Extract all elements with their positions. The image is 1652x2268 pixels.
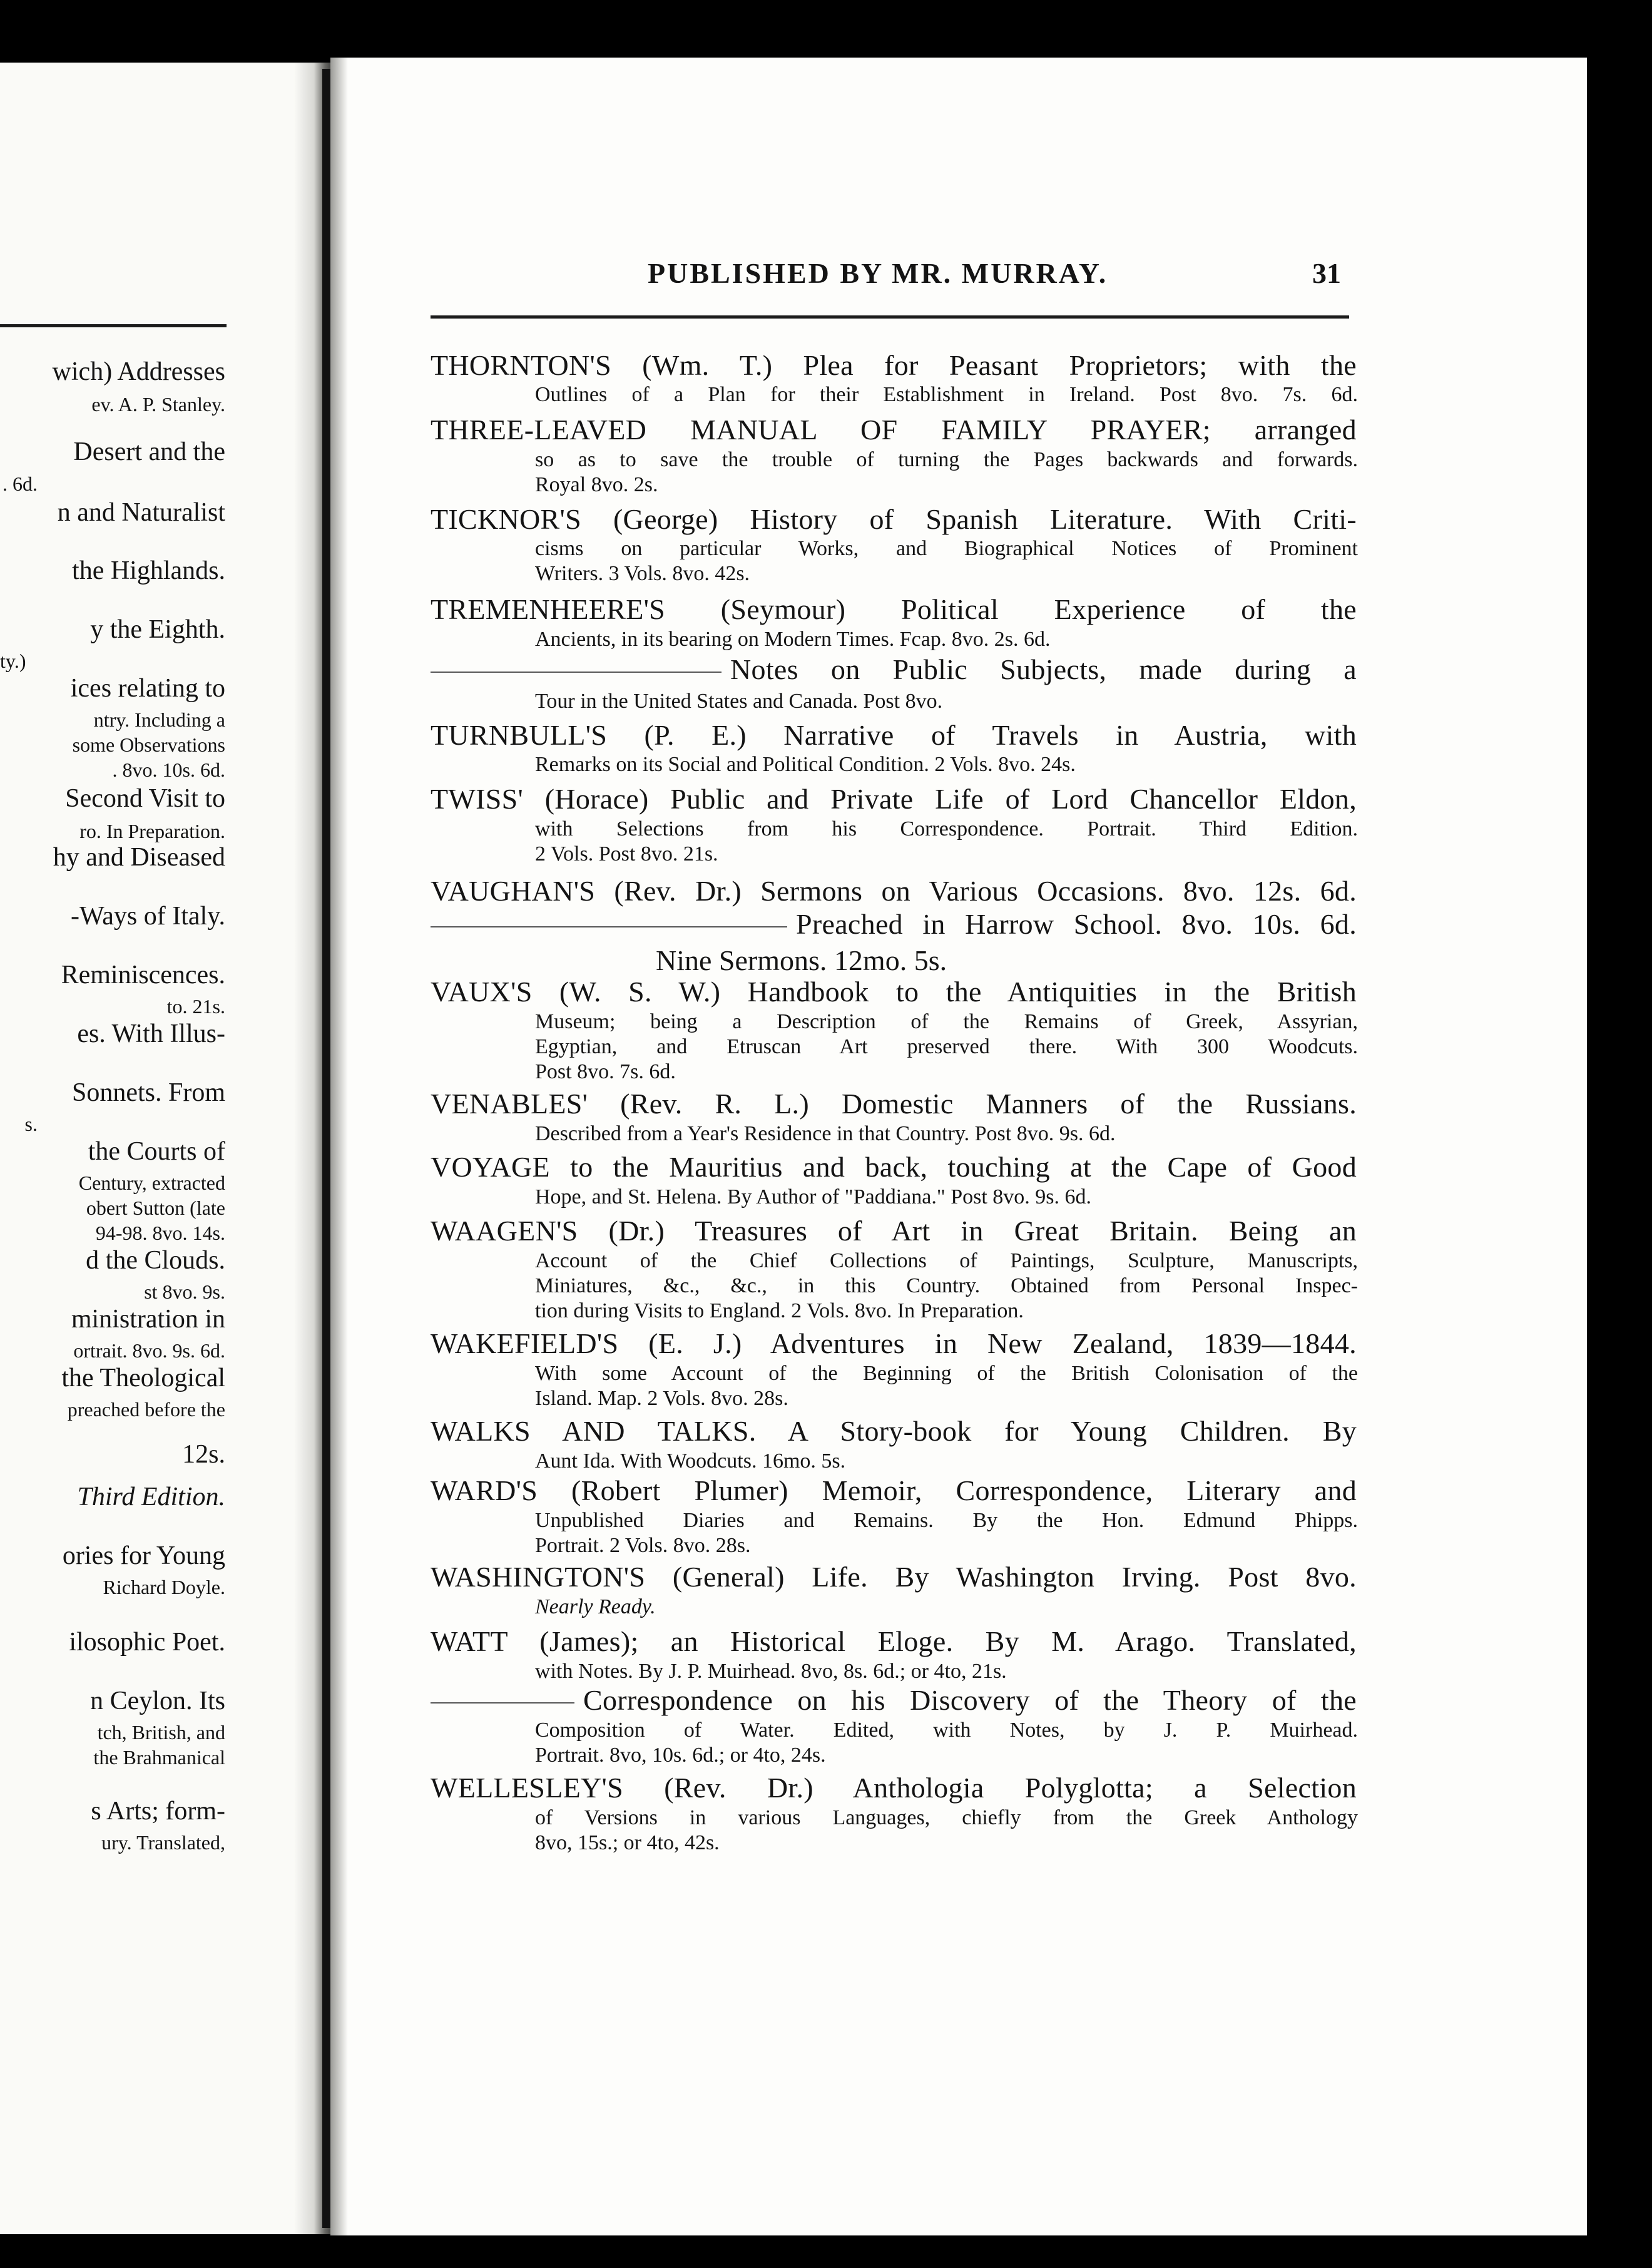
- entry-detail-line: With some Account of the Beginning of the British Colonisation of the: [535, 1362, 1358, 1385]
- entry-vaughan-title: VAUGHAN'S (Rev. Dr.) Sermons on Various Occasions. 8vo. 12s. 6d.: [431, 875, 1357, 907]
- left-line: wich) Addresses: [52, 357, 225, 386]
- entry-twiss-title: TWISS' (Horace) Public and Private Life of Lord Chancellor Eldon,: [431, 783, 1357, 815]
- left-line: 12s.: [182, 1440, 225, 1469]
- left-line: d the Clouds.: [86, 1246, 225, 1275]
- entry-sub-title: Notes on Public Subjects, made during a: [730, 653, 1357, 685]
- entry-three-leaved-title: THREE-LEAVED MANUAL OF FAMILY PRAYER; arranged: [431, 414, 1357, 446]
- entry-detail-line: Miniatures, &c., &c., in this Country. Obtained from Personal Inspec-: [535, 1274, 1358, 1297]
- left-line: ories for Young: [62, 1541, 225, 1570]
- left-line: Sonnets. From: [71, 1078, 225, 1107]
- entry-detail-line: Remarks on its Social and Political Condition. 2 Vols. 8vo. 24s.: [535, 753, 1076, 776]
- left-line: . 8vo. 10s. 6d.: [112, 759, 225, 781]
- entry-detail-line: so as to save the trouble of turning the Pages backwards and forwards.: [535, 448, 1358, 471]
- entry-detail-line: 2 Vols. Post 8vo. 21s.: [535, 842, 718, 866]
- entry-watt-title: WATT (James); an Historical Eloge. By M. Arago. Translated,: [431, 1625, 1357, 1657]
- entry-detail-line: Tour in the United States and Canada. Post 8vo.: [535, 690, 943, 713]
- entry-voyage-title: VOYAGE to the Mauritius and back, touching at the Cape of Good: [431, 1151, 1357, 1183]
- entry-detail-line: Ancients, in its bearing on Modern Times. Fcap. 8vo. 2s. 6d.: [535, 628, 1051, 651]
- entry-detail-line: Aunt Ida. With Woodcuts. 16mo. 5s.: [535, 1449, 846, 1473]
- left-line: es. With Illus-: [77, 1019, 225, 1048]
- entry-detail-line: Royal 8vo. 2s.: [535, 473, 658, 496]
- left-line: obert Sutton (late: [86, 1197, 225, 1219]
- entry-sub-title: Preached in Harrow School. 8vo. 10s. 6d.: [796, 908, 1357, 940]
- left-line: ortrait. 8vo. 9s. 6d.: [73, 1339, 225, 1362]
- running-header: PUBLISHED BY MR. MURRAY.: [648, 257, 1108, 289]
- left-line: -Ways of Italy.: [71, 902, 225, 931]
- entry-tremenheere-title: TREMENHEERE'S (Seymour) Political Experience of the: [431, 593, 1357, 625]
- left-line: the Courts of: [88, 1137, 225, 1166]
- ditto-rule: [431, 926, 787, 927]
- left-line: 94-98. 8vo. 14s.: [95, 1222, 225, 1244]
- left-line: Century, extracted: [78, 1172, 225, 1194]
- entry-wakefield-title: WAKEFIELD'S (E. J.) Adventures in New Zealand, 1839—1844.: [431, 1327, 1357, 1359]
- left-line: preached before the: [67, 1398, 225, 1421]
- left-line: hy and Diseased: [53, 843, 225, 872]
- entry-detail-line: Egyptian, and Etruscan Art preserved there. With 300 Woodcuts.: [535, 1035, 1358, 1058]
- entry-walks-title: WALKS AND TALKS. A Story-book for Young Children. By: [431, 1415, 1357, 1447]
- left-line: ty.): [0, 650, 26, 672]
- entry-detail-line: Museum; being a Description of the Remains of Greek, Assyrian,: [535, 1010, 1358, 1033]
- page-number: 31: [1312, 257, 1341, 289]
- left-line: ices relating to: [70, 674, 225, 703]
- entry-detail-line: 8vo, 15s.; or 4to, 42s.: [535, 1831, 720, 1854]
- entry-tremenheere-notes: [431, 653, 1357, 686]
- entry-detail-line: Described from a Year's Residence in that Country. Post 8vo. 9s. 6d.: [535, 1122, 1116, 1145]
- entry-detail-line: with Selections from his Correspondence. Portrait. Third Edition.: [535, 817, 1358, 840]
- left-line: Reminiscences.: [61, 961, 225, 989]
- entry-vaughan-harrow: [431, 907, 1357, 941]
- entry-detail-line: cisms on particular Works, and Biographical Notices of Prominent: [535, 537, 1358, 560]
- left-line: the Brahmanical: [93, 1746, 225, 1769]
- entry-detail-line: Post 8vo. 7s. 6d.: [535, 1060, 676, 1083]
- left-line: some Observations: [72, 733, 225, 756]
- left-line: s Arts; form-: [91, 1797, 225, 1826]
- left-line: Desert and the: [73, 437, 225, 466]
- left-line: s.: [24, 1113, 38, 1135]
- left-line: ilosophic Poet.: [69, 1628, 225, 1657]
- left-line: n and Naturalist: [57, 498, 225, 527]
- entry-sub-title: Correspondence on his Discovery of the Theory of the: [583, 1684, 1357, 1716]
- left-line: ev. A. P. Stanley.: [91, 393, 225, 416]
- left-line: tch, British, and: [97, 1721, 225, 1744]
- left-page-rule: [0, 324, 227, 327]
- entry-ward-title: WARD'S (Robert Plumer) Memoir, Correspondence, Literary and: [431, 1474, 1357, 1506]
- entry-detail-line: of Versions in various Languages, chiefly from the Greek Anthology: [535, 1806, 1358, 1829]
- entry-washington-title: WASHINGTON'S (General) Life. By Washington Irving. Post 8vo.: [431, 1561, 1357, 1593]
- left-line: Third Edition.: [77, 1483, 225, 1511]
- entry-detail-line: Portrait. 8vo, 10s. 6d.; or 4to, 24s.: [535, 1744, 826, 1767]
- entry-ticknor-title: TICKNOR'S (George) History of Spanish Literature. With Criti-: [431, 503, 1357, 535]
- entry-detail-line: Unpublished Diaries and Remains. By the Hon. Edmund Phipps.: [535, 1509, 1358, 1532]
- entry-detail-line: Portrait. 2 Vols. 8vo. 28s.: [535, 1534, 751, 1557]
- left-line: . 6d.: [3, 472, 38, 495]
- left-line: st 8vo. 9s.: [144, 1280, 225, 1303]
- ditto-rule: [431, 672, 721, 673]
- left-line: n Ceylon. Its: [90, 1687, 225, 1715]
- gutter-shadow: [330, 58, 348, 2235]
- left-line: to. 21s.: [166, 995, 225, 1018]
- entry-detail-line: Outlines of a Plan for their Establishment in Ireland. Post 8vo. 7s. 6d.: [535, 383, 1358, 406]
- left-line: ury. Translated,: [101, 1831, 225, 1854]
- ditto-rule: [431, 1702, 574, 1704]
- entry-detail-line: Island. Map. 2 Vols. 8vo. 28s.: [535, 1387, 788, 1410]
- entry-detail-line: with Notes. By J. P. Muirhead. 8vo, 8s. 6d.; or 4to, 21s.: [535, 1660, 1007, 1683]
- left-line: the Highlands.: [72, 556, 225, 585]
- left-line: y the Eighth.: [90, 615, 225, 644]
- entry-wellesley-title: WELLESLEY'S (Rev. Dr.) Anthologia Polyglotta; a Selection: [431, 1772, 1357, 1804]
- entry-detail-line: Account of the Chief Collections of Paintings, Sculpture, Manuscripts,: [535, 1249, 1358, 1272]
- entry-detail-line: Writers. 3 Vols. 8vo. 42s.: [535, 562, 750, 585]
- entry-venables-title: VENABLES' (Rev. R. L.) Domestic Manners of the Russians.: [431, 1088, 1357, 1120]
- entry-watt-correspondence: [431, 1683, 1357, 1717]
- left-line: the Theological: [61, 1364, 225, 1392]
- header-rule: [431, 315, 1349, 319]
- entry-detail-line: Nearly Ready.: [535, 1595, 656, 1618]
- entry-thornton-title: THORNTON'S (Wm. T.) Plea for Peasant Proprietors; with the: [431, 349, 1357, 381]
- entry-vaux-title: VAUX'S (W. S. W.) Handbook to the Antiquities in the British: [431, 976, 1357, 1008]
- left-line: ro. In Preparation.: [79, 820, 225, 842]
- left-line: Richard Doyle.: [103, 1576, 225, 1598]
- left-line: ntry. Including a: [93, 708, 225, 731]
- entry-waagen-title: WAAGEN'S (Dr.) Treasures of Art in Great Britain. Being an: [431, 1215, 1357, 1247]
- entry-detail-line: Composition of Water. Edited, with Notes, by J. P. Muirhead.: [535, 1719, 1358, 1742]
- entry-turnbull-title: TURNBULL'S (P. E.) Narrative of Travels in Austria, with: [431, 719, 1357, 751]
- left-line: Second Visit to: [65, 784, 225, 813]
- entry-detail-line: tion during Visits to England. 2 Vols. 8vo. In Preparation.: [535, 1299, 1024, 1322]
- entry-vaughan-nine: Nine Sermons. 12mo. 5s.: [656, 944, 947, 976]
- entry-detail-line: Hope, and St. Helena. By Author of "Paddiana." Post 8vo. 9s. 6d.: [535, 1185, 1092, 1208]
- left-line: ministration in: [71, 1305, 225, 1334]
